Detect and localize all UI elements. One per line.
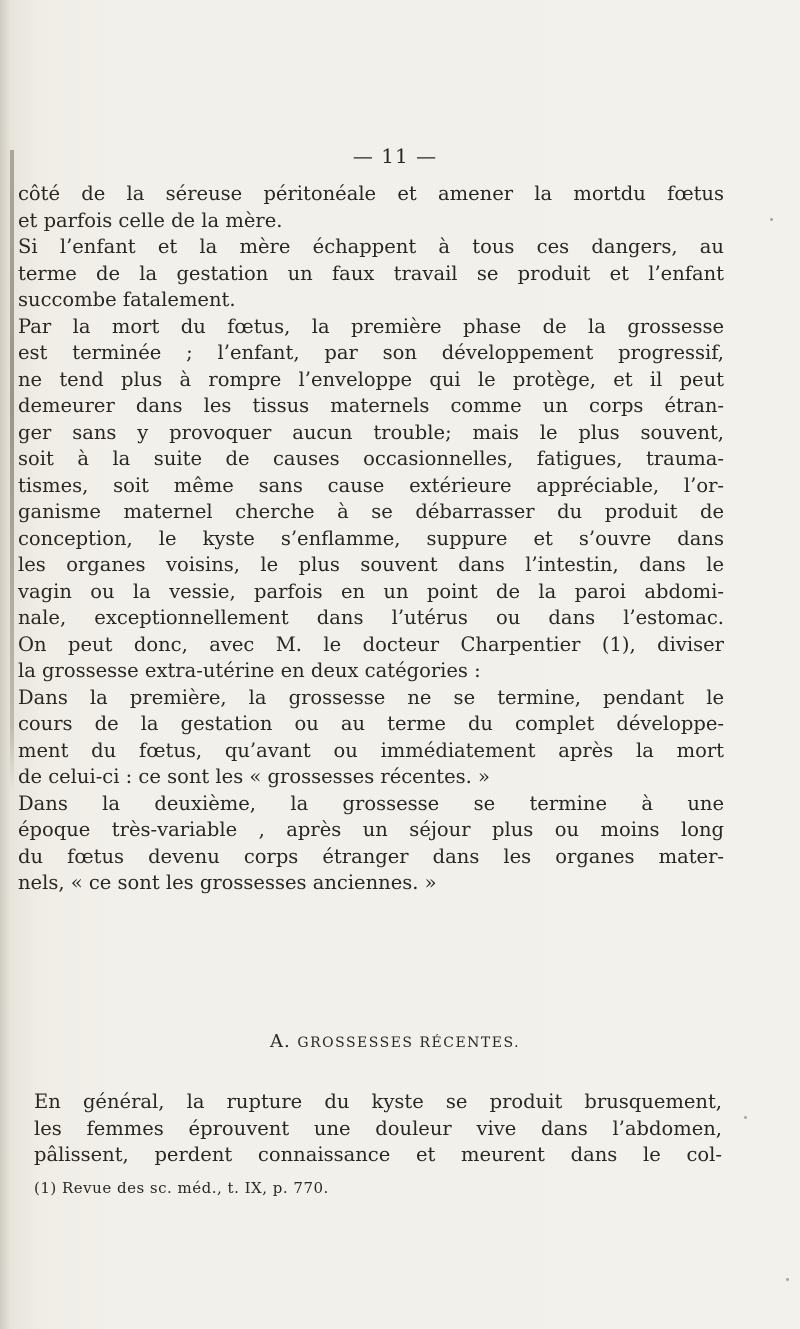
text-line: Dans la première, la grossesse ne se termine, pendant le bbox=[18, 685, 724, 709]
text-line: ne tend plus à rompre l’enveloppe qui le protège, et il peut bbox=[18, 367, 724, 391]
text-line: nels, « ce sont les grossesses anciennes. » bbox=[18, 871, 437, 894]
text-line: demeurer dans les tissus maternels comme un corps étran- bbox=[18, 394, 724, 417]
text-line: est terminée ; l’enfant, par son développement progressif, bbox=[18, 341, 724, 364]
text-line: tismes, soit même sans cause extérieure appréciable, l’or- bbox=[18, 473, 724, 497]
text-line: et parfois celle de la mère. bbox=[18, 208, 283, 232]
text-line: de celui-ci : ce sont les « grossesses récentes. » bbox=[18, 765, 490, 788]
section-heading-letter: A. bbox=[269, 1031, 291, 1052]
text-line: soit à la suite de causes occasionnelles, fatigues, trauma- bbox=[18, 447, 724, 470]
binding-shadow bbox=[10, 150, 14, 790]
page-gutter bbox=[0, 0, 10, 1329]
text-line: vagin ou la vessie, parfois en un point de la paroi abdomi- bbox=[18, 579, 724, 603]
text-line: succombe fatalement. bbox=[18, 288, 236, 311]
text-line: les organes voisins, le plus souvent dans l’intestin, dans le bbox=[18, 553, 724, 576]
text-line: On peut donc, avec M. le docteur Charpentier (1), diviser bbox=[18, 632, 724, 656]
text-line: nale, exceptionnellement dans l’utérus ou dans l’estomac. bbox=[18, 606, 724, 629]
text-line: côté de la séreuse péritonéale et amener la mortdu fœtus bbox=[18, 182, 724, 205]
text-line: pâlissent, perdent connaissance et meurent dans le col- bbox=[34, 1143, 722, 1166]
text-line: conception, le kyste s’enflamme, suppure et s’ouvre dans bbox=[18, 526, 724, 550]
paper-speck bbox=[744, 1116, 747, 1119]
paper-speck bbox=[770, 218, 773, 221]
text-line: les femmes éprouvent une douleur vive dans l’abdomen, bbox=[34, 1116, 722, 1140]
text-line: Si l’enfant et la mère échappent à tous ces dangers, au bbox=[18, 235, 724, 258]
text-line: ger sans y provoquer aucun trouble; mais le plus souvent, bbox=[18, 420, 724, 444]
text-line: terme de la gestation un faux travail se produit et l’enfant bbox=[18, 261, 724, 285]
text-line: la grossesse extra-utérine en deux catégories : bbox=[18, 659, 481, 682]
text-line: époque très-variable , après un séjour plus ou moins long bbox=[18, 818, 724, 841]
footnote: (1) Revue des sc. méd., t. IX, p. 770. bbox=[34, 1179, 329, 1197]
text-line: Dans la deuxième, la grossesse se termine à une bbox=[18, 791, 724, 815]
text-line: cours de la gestation ou au terme du complet développe- bbox=[18, 712, 724, 735]
section-heading-text: GROSSESSES RÉCENTES. bbox=[297, 1035, 521, 1051]
closing-paragraph bbox=[34, 1088, 722, 1168]
paper-speck bbox=[786, 1278, 789, 1281]
text-line: ment du fœtus, qu’avant ou immédiatement après la mort bbox=[18, 738, 724, 762]
main-paragraphs bbox=[18, 181, 724, 897]
text-line: En général, la rupture du kyste se produit brusquement, bbox=[34, 1090, 722, 1113]
text-line: du fœtus devenu corps étranger dans les organes mater- bbox=[18, 844, 724, 868]
text-line: Par la mort du fœtus, la première phase de la grossesse bbox=[18, 314, 724, 338]
page-number: — 11 — bbox=[352, 144, 438, 168]
text-line: ganisme maternel cherche à se débarrasser du produit de bbox=[18, 500, 724, 523]
section-heading bbox=[0, 1031, 790, 1052]
